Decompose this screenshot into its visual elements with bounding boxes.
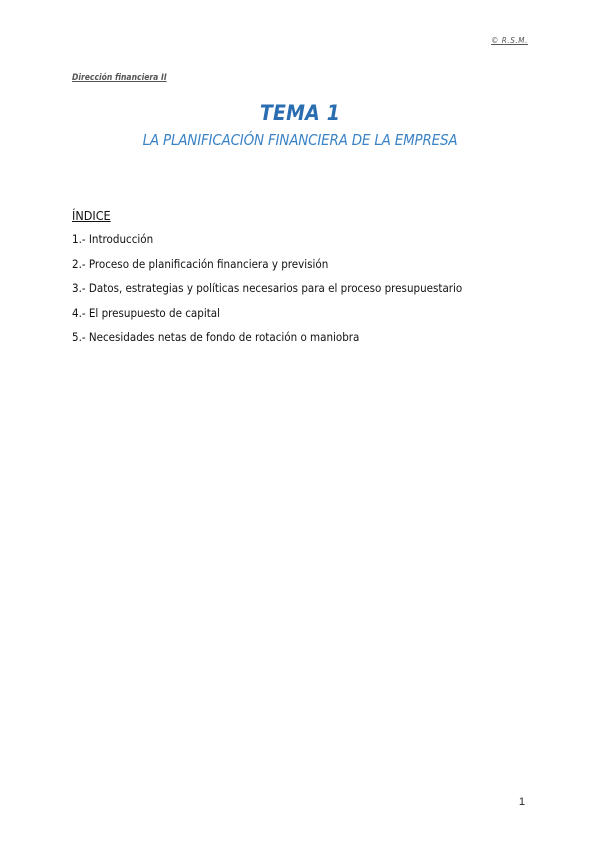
index-item: 3.- Datos, estrategias y políticas necesarios para el proceso presupuestario — [72, 281, 463, 295]
chapter-title: TEMA 1 — [259, 101, 341, 125]
index-item: 2.- Proceso de planificación financiera y previsión — [72, 256, 329, 271]
table-of-contents — [72, 205, 532, 350]
course-subject: Dirección financiera II — [72, 73, 167, 83]
index-item: 4.- El presupuesto de capital — [72, 305, 220, 320]
index-list — [72, 227, 532, 350]
title-block — [0, 100, 600, 150]
page-number: 1 — [518, 796, 525, 808]
index-heading: ÍNDICE — [72, 208, 111, 223]
chapter-subtitle: LA PLANIFICACIÓN FINANCIERA DE LA EMPRESA — [142, 131, 458, 149]
index-item: 1.- Introducción — [72, 232, 154, 246]
index-item: 5.- Necesidades netas de fondo de rotación o maniobra — [72, 330, 360, 344]
copyright-notice: © R.S.M. — [491, 36, 528, 45]
